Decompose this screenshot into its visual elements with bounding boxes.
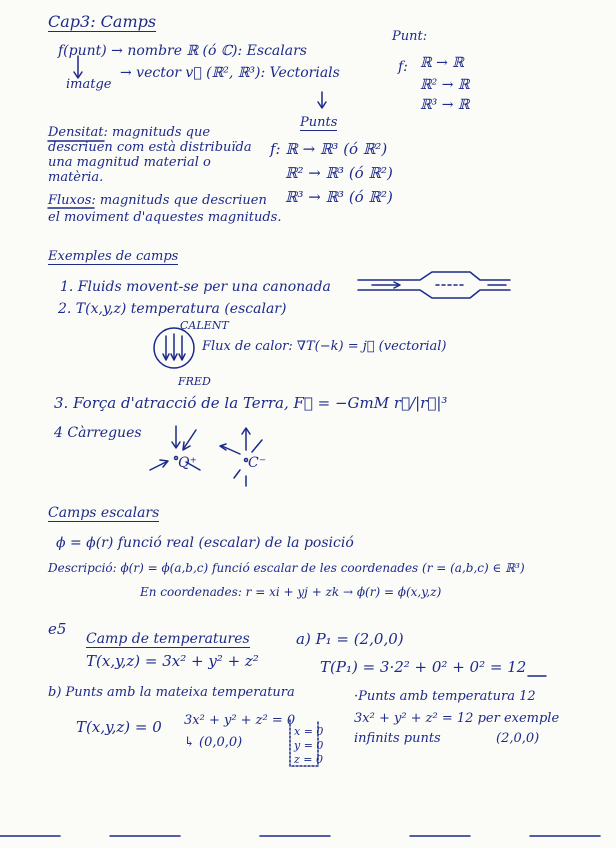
punt-r3: ℝ³ → ℝ xyxy=(420,97,470,113)
coordinates: En coordenades: r = xi + yj + zk → ϕ(r) = ϕ(x,y,z) xyxy=(140,585,442,599)
punts-line-2: ℝ² → ℝ³ (ó ℝ²) xyxy=(285,164,393,182)
heat-flux: Flux de calor: ∇T(−k) = j⃗ (vectorial) xyxy=(202,339,447,354)
punts-line-1: f: ℝ → ℝ³ (ó ℝ²) xyxy=(270,140,388,158)
part-b-eq: T(x,y,z) = 0 xyxy=(76,718,162,736)
fred-label: FRED xyxy=(178,375,211,388)
right-note-3: infinits punts xyxy=(354,731,441,746)
descripcio: Descripció: ϕ(r) = ϕ(a,b,c) funció escalar de les coordenades (r = (a,b,c) ∈ ℝ³) xyxy=(48,561,525,575)
heat-flux-sketch xyxy=(154,328,194,368)
right-note-4: (2,0,0) xyxy=(496,731,540,746)
densitat-line-4: matèria. xyxy=(48,170,104,185)
example-1: 1. Fluids movent-se per una canonada xyxy=(60,279,331,295)
scalar-fields-title: Camps escalars xyxy=(48,505,160,521)
example-3: 3. Força d'atracció de la Terra, F⃗ = −GmM r⃗/|r⃗|³ xyxy=(54,394,448,412)
punt-r1: ℝ → ℝ xyxy=(420,55,464,71)
zero-x: x = 0 xyxy=(294,725,324,738)
flux-line-2: el moviment d'aquestes magnituds. xyxy=(48,210,282,225)
charge-plus: Q⁺ xyxy=(178,455,197,471)
punt-title: Punt: xyxy=(392,29,428,44)
pipe-sketch xyxy=(358,272,510,298)
part-b-sol1: 3x² + y² + z² = 0 xyxy=(184,713,296,728)
line-vector-fields: → vector v⃗ (ℝ², ℝ³): Vectorials xyxy=(120,65,340,81)
example-2: 2. T(x,y,z) temperatura (escalar) xyxy=(58,301,287,317)
zero-z: z = 0 xyxy=(294,753,324,766)
phi-definition: ϕ = ϕ(r) funció real (escalar) de la posició xyxy=(56,535,354,551)
densitat-line-3: una magnitud material o xyxy=(48,155,211,170)
exercise-equation: T(x,y,z) = 3x² + y² + z² xyxy=(86,652,259,670)
imatge-label: imatge xyxy=(66,77,112,92)
exercise-heading: Camp de temperatures xyxy=(86,631,250,647)
punt-r2: ℝ² → ℝ xyxy=(420,77,470,93)
zero-y: y = 0 xyxy=(294,739,324,752)
example-4: 4 Càrregues xyxy=(54,425,142,441)
flux-line-1: Fluxos: magnituds que descriuen xyxy=(48,193,267,208)
punts-line-3: ℝ³ → ℝ³ (ó ℝ²) xyxy=(285,188,393,206)
right-note-2: 3x² + y² + z² = 12 per exemple xyxy=(354,711,560,726)
zero-box xyxy=(290,720,318,766)
punts-title: Punts xyxy=(300,115,338,130)
punt-f: f: xyxy=(398,59,408,75)
part-b: b) Punts amb la mateixa temperatura xyxy=(48,685,295,700)
charge-minus: C⁻ xyxy=(248,455,267,471)
part-a: a) P₁ = (2,0,0) xyxy=(296,630,404,648)
line-scalar-fields: f(punt) → nombre ℝ (ó ℂ): Escalars xyxy=(58,43,307,59)
densitat-line-1: Densitat: magnituds que xyxy=(48,125,211,140)
examples-title: Exemples de camps xyxy=(48,249,179,264)
part-a-calc: T(P₁) = 3·2² + 0² + 0² = 12 xyxy=(320,658,527,676)
charge-sketch xyxy=(150,426,262,486)
right-note-1: ·Punts amb temperatura 12 xyxy=(354,689,536,704)
calent-label: CALENT xyxy=(180,319,229,332)
exercise-label: e5 xyxy=(48,620,67,638)
densitat-line-2: descriuen com està distribuïda xyxy=(48,140,252,155)
page-title: Cap3: Camps xyxy=(48,12,157,31)
part-b-sol2: ↳ (0,0,0) xyxy=(184,735,243,750)
